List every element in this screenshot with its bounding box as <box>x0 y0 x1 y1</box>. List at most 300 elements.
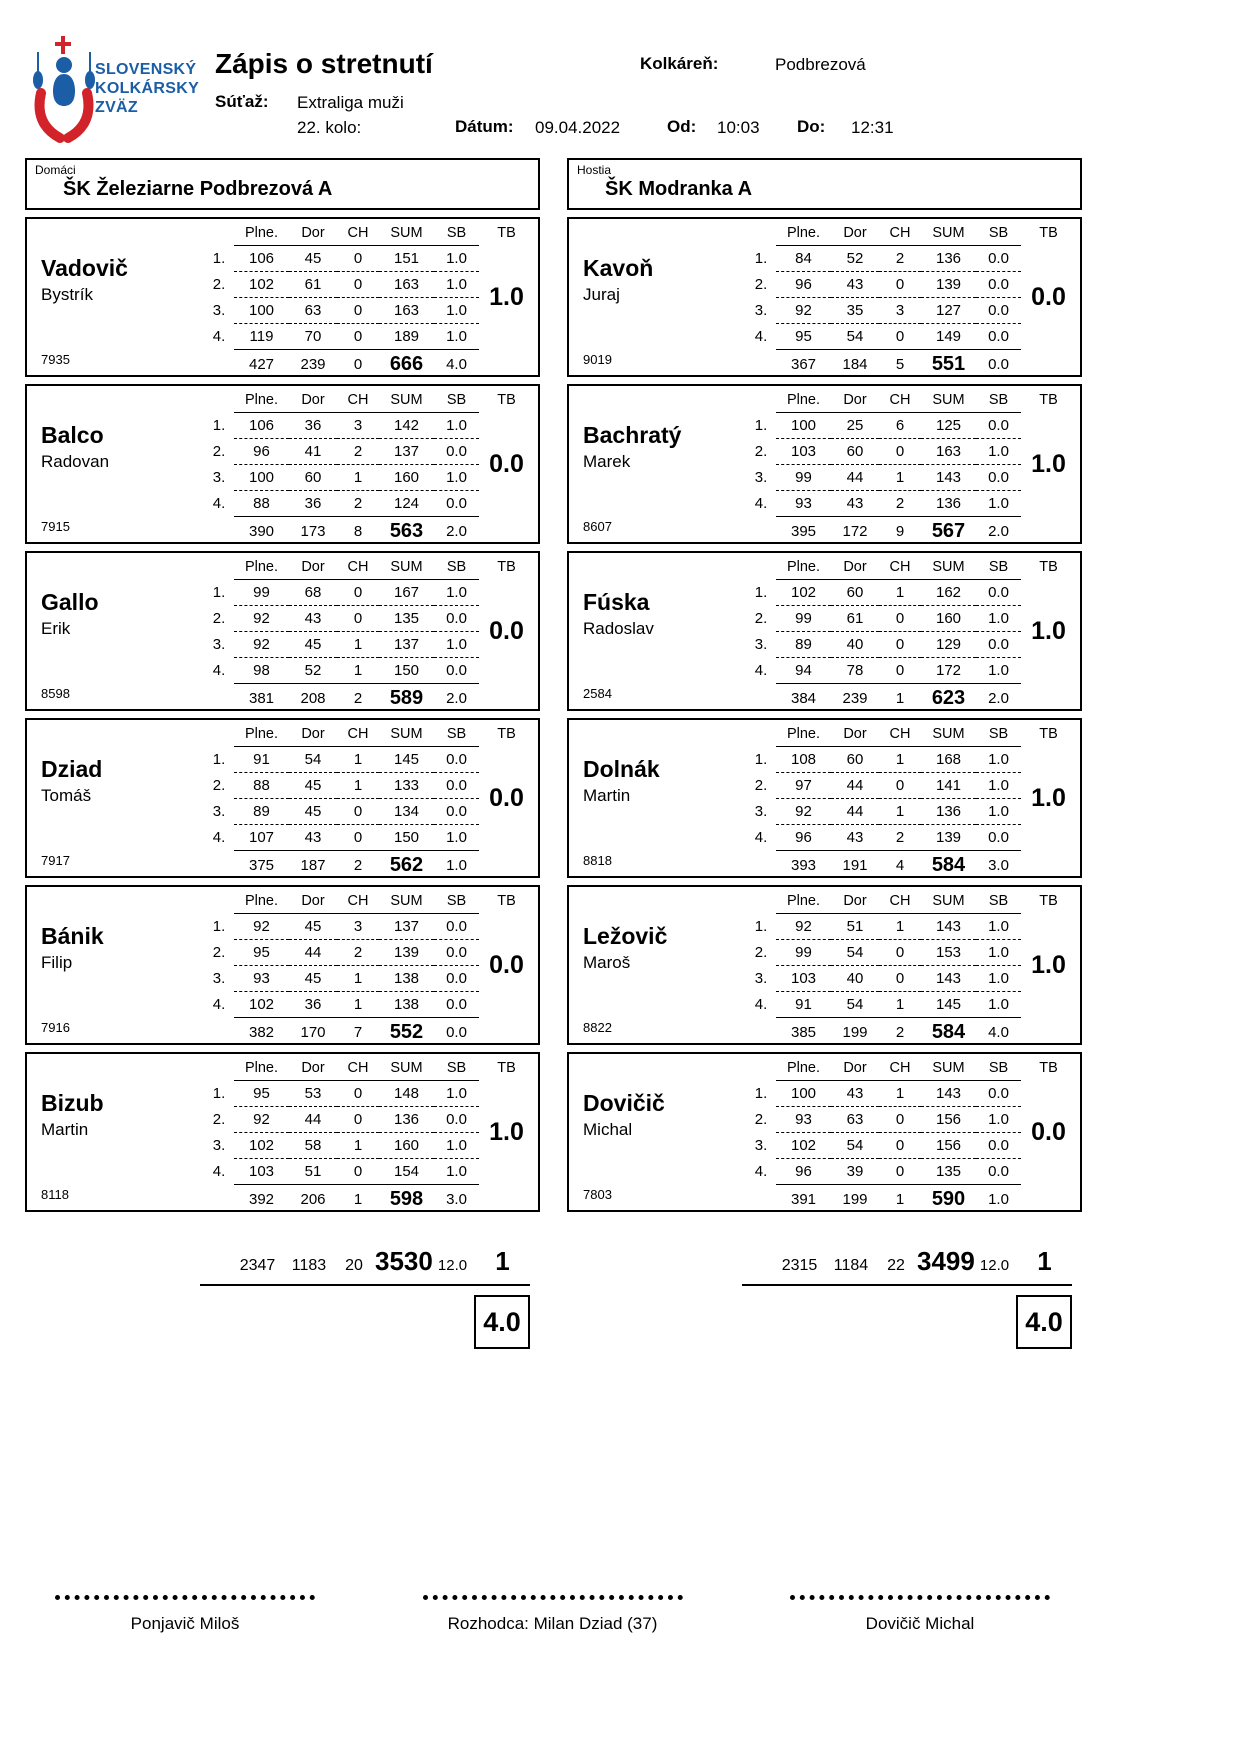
throw-number: 1. <box>754 249 768 267</box>
player-id: 8822 <box>583 1020 612 1035</box>
player-firstname: Radoslav <box>583 619 654 638</box>
throw-number: 4. <box>212 828 226 846</box>
total-sum: 551 <box>931 352 966 375</box>
total-sb: 1.0 <box>446 856 467 874</box>
cell-dor: 45 <box>289 965 337 991</box>
col-header-plne: Plne. <box>776 889 831 913</box>
cell-ch: 3 <box>337 412 379 438</box>
cell-dor: 52 <box>831 245 879 271</box>
signature-line <box>55 1595 315 1600</box>
score-header-row <box>204 722 534 746</box>
cell-sum: 135 <box>379 605 434 631</box>
col-header-ch: CH <box>337 388 379 412</box>
cell-plne: 89 <box>776 631 831 657</box>
score-row <box>204 746 534 772</box>
throw-number: 3. <box>754 1136 768 1154</box>
throw-number: 1. <box>212 249 226 267</box>
player-score-table <box>204 722 534 880</box>
cell-ch: 1 <box>879 579 921 605</box>
away-total-sb: 12.0 <box>979 1257 1010 1274</box>
col-header-dor: Dor <box>289 221 337 245</box>
throw-number: 2. <box>212 275 226 293</box>
cell-plne: 100 <box>776 412 831 438</box>
cell-plne: 92 <box>234 913 289 939</box>
player-name-area <box>31 221 204 373</box>
home-points-value: 4.0 <box>483 1306 521 1337</box>
throw-number: 4. <box>754 828 768 846</box>
home-totals-row <box>200 1246 530 1286</box>
cell-ch: 2 <box>337 490 379 516</box>
col-header-sb: SB <box>434 555 479 579</box>
cell-ch: 0 <box>879 1106 921 1132</box>
cell-dor: 36 <box>289 991 337 1017</box>
cell-dor: 58 <box>289 1132 337 1158</box>
total-sum: 562 <box>389 853 424 876</box>
cell-sum: 138 <box>379 965 434 991</box>
cell-sb: 1.0 <box>976 913 1021 939</box>
player-total-row <box>746 349 1076 379</box>
total-plne: 393 <box>790 856 817 874</box>
cell-sb: 1.0 <box>976 965 1021 991</box>
col-header-sum: SUM <box>379 555 434 579</box>
cell-plne: 99 <box>234 579 289 605</box>
throw-number: 1. <box>754 583 768 601</box>
player-surname: Balco <box>41 422 104 448</box>
cell-plne: 89 <box>234 798 289 824</box>
col-header-dor: Dor <box>289 1056 337 1080</box>
total-sb: 4.0 <box>446 355 467 373</box>
cell-sb: 1.0 <box>434 297 479 323</box>
away-totals-row <box>742 1246 1072 1286</box>
skz-logo-icon <box>30 36 98 144</box>
cell-sb: 0.0 <box>976 464 1021 490</box>
player-total-row <box>204 850 534 880</box>
player-block <box>567 718 1082 878</box>
cell-ch: 0 <box>879 657 921 683</box>
total-plne: 381 <box>248 689 275 707</box>
away-points-value: 4.0 <box>1025 1306 1063 1337</box>
throw-number: 3. <box>754 301 768 319</box>
score-row <box>746 412 1076 438</box>
cell-plne: 96 <box>776 1158 831 1184</box>
cell-plne: 102 <box>234 991 289 1017</box>
cell-dor: 51 <box>831 913 879 939</box>
cell-ch: 1 <box>337 631 379 657</box>
col-header-ch: CH <box>879 722 921 746</box>
total-sb: 3.0 <box>446 1190 467 1208</box>
home-total-ch: 20 <box>345 1257 363 1274</box>
player-firstname: Tomáš <box>41 786 92 805</box>
throw-number: 3. <box>212 468 226 486</box>
score-header-row <box>204 555 534 579</box>
col-header-plne: Plne. <box>234 555 289 579</box>
col-header-ch: CH <box>879 889 921 913</box>
player-name-area <box>573 221 746 373</box>
cell-sum: 163 <box>921 438 976 464</box>
signature-away <box>790 1595 1050 1634</box>
cell-sb: 0.0 <box>976 323 1021 349</box>
cell-dor: 44 <box>831 464 879 490</box>
col-header-dor: Dor <box>831 221 879 245</box>
player-name-area <box>573 388 746 540</box>
cell-ch: 0 <box>337 271 379 297</box>
total-sb: 1.0 <box>988 1190 1009 1208</box>
signature-name-referee: Rozhodca: Milan Dziad (37) <box>447 1614 658 1633</box>
cell-dor: 44 <box>831 798 879 824</box>
score-header-row <box>204 221 534 245</box>
cell-ch: 1 <box>337 1132 379 1158</box>
cell-sb: 1.0 <box>434 1080 479 1106</box>
total-dor: 199 <box>842 1190 868 1208</box>
total-sum: 552 <box>389 1020 424 1043</box>
col-header-sum: SUM <box>921 889 976 913</box>
cell-ch: 2 <box>337 438 379 464</box>
cell-sum: 139 <box>921 271 976 297</box>
cell-dor: 43 <box>831 271 879 297</box>
player-firstname: Radovan <box>41 452 110 471</box>
total-ch: 2 <box>895 1023 905 1041</box>
player-score-table <box>204 555 534 713</box>
away-team-name: ŠK Modranka A <box>605 178 753 200</box>
home-team-box <box>25 158 540 210</box>
cell-plne: 103 <box>234 1158 289 1184</box>
col-header-sb: SB <box>434 722 479 746</box>
signature-referee <box>423 1595 683 1634</box>
player-id: 2584 <box>583 686 612 701</box>
col-header-tb: TB <box>497 225 516 241</box>
total-sum: 567 <box>931 519 966 542</box>
cell-ch: 3 <box>337 913 379 939</box>
cell-plne: 97 <box>776 772 831 798</box>
cell-plne: 103 <box>776 965 831 991</box>
cell-sum: 129 <box>921 631 976 657</box>
cell-sb: 1.0 <box>434 1132 479 1158</box>
col-header-tb: TB <box>497 893 516 909</box>
cell-sb: 1.0 <box>976 605 1021 631</box>
cell-ch: 0 <box>879 772 921 798</box>
total-dor: 191 <box>842 856 868 874</box>
cell-ch: 1 <box>879 913 921 939</box>
player-surname: Kavoň <box>583 255 654 281</box>
cell-sum: 160 <box>379 1132 434 1158</box>
player-total-row <box>746 850 1076 880</box>
cell-sb: 0.0 <box>976 297 1021 323</box>
cell-sb: 1.0 <box>976 991 1021 1017</box>
cell-dor: 43 <box>831 824 879 850</box>
cell-dor: 36 <box>289 412 337 438</box>
player-tb-value: 0.0 <box>489 950 524 979</box>
cell-sb: 1.0 <box>976 939 1021 965</box>
cell-sum: 189 <box>379 323 434 349</box>
total-plne: 390 <box>248 522 275 540</box>
cell-sb: 1.0 <box>976 657 1021 683</box>
cell-sb: 0.0 <box>434 605 479 631</box>
cell-plne: 100 <box>234 297 289 323</box>
cell-sb: 0.0 <box>434 939 479 965</box>
player-total-row <box>204 683 534 713</box>
player-id: 8818 <box>583 853 612 868</box>
cell-sum: 139 <box>379 939 434 965</box>
throw-number: 2. <box>754 776 768 794</box>
cell-sb: 0.0 <box>434 438 479 464</box>
col-header-tb: TB <box>1039 1060 1058 1076</box>
cell-dor: 54 <box>831 991 879 1017</box>
col-header-sum: SUM <box>921 1056 976 1080</box>
score-row <box>204 245 534 271</box>
total-plne: 392 <box>248 1190 275 1208</box>
total-plne: 385 <box>790 1023 817 1041</box>
cell-dor: 53 <box>289 1080 337 1106</box>
col-header-sum: SUM <box>379 722 434 746</box>
player-id: 7916 <box>41 1020 70 1035</box>
score-header-row <box>204 1056 534 1080</box>
player-total-row <box>746 1184 1076 1214</box>
col-header-plne: Plne. <box>776 1056 831 1080</box>
cell-dor: 54 <box>289 746 337 772</box>
cell-ch: 2 <box>337 939 379 965</box>
player-surname: Dovičič <box>583 1090 665 1116</box>
col-header-plne: Plne. <box>234 889 289 913</box>
home-total-dor: 1183 <box>291 1257 327 1274</box>
cell-ch: 1 <box>879 464 921 490</box>
player-score-table <box>746 1056 1076 1214</box>
player-block <box>25 1052 540 1212</box>
away-players <box>567 217 1082 1212</box>
score-header-row <box>746 221 1076 245</box>
total-ch: 1 <box>895 689 905 707</box>
player-total-row <box>746 683 1076 713</box>
col-header-dor: Dor <box>289 555 337 579</box>
cell-sb: 0.0 <box>434 746 479 772</box>
col-header-ch: CH <box>879 555 921 579</box>
cell-dor: 60 <box>831 438 879 464</box>
end-time-value: 12:31 <box>851 118 894 137</box>
cell-sum: 134 <box>379 798 434 824</box>
col-header-plne: Plne. <box>776 388 831 412</box>
date-label: Dátum: <box>455 117 514 136</box>
throw-number: 4. <box>212 995 226 1013</box>
score-row <box>746 913 1076 939</box>
col-header-dor: Dor <box>289 889 337 913</box>
cell-dor: 52 <box>289 657 337 683</box>
total-plne: 367 <box>790 355 817 373</box>
total-sum: 563 <box>389 519 424 542</box>
total-sb: 4.0 <box>988 1023 1009 1041</box>
cell-sb: 1.0 <box>434 323 479 349</box>
player-name-area <box>573 889 746 1041</box>
cell-plne: 92 <box>776 297 831 323</box>
cell-plne: 95 <box>776 323 831 349</box>
col-header-sb: SB <box>434 221 479 245</box>
cell-dor: 35 <box>831 297 879 323</box>
cell-sb: 0.0 <box>434 991 479 1017</box>
col-header-sb: SB <box>976 1056 1021 1080</box>
col-header-sb: SB <box>976 555 1021 579</box>
cell-sb: 0.0 <box>976 824 1021 850</box>
total-sum: 623 <box>931 686 966 709</box>
cell-dor: 41 <box>289 438 337 464</box>
cell-ch: 0 <box>337 798 379 824</box>
throw-number: 4. <box>754 327 768 345</box>
player-block <box>567 885 1082 1045</box>
cell-sb: 0.0 <box>434 965 479 991</box>
cell-plne: 94 <box>776 657 831 683</box>
cell-ch: 0 <box>879 323 921 349</box>
player-block <box>567 551 1082 711</box>
cell-plne: 107 <box>234 824 289 850</box>
cell-dor: 51 <box>289 1158 337 1184</box>
throw-number: 4. <box>754 494 768 512</box>
player-surname: Vadovič <box>41 255 128 281</box>
cell-sum: 167 <box>379 579 434 605</box>
cell-plne: 93 <box>234 965 289 991</box>
cell-plne: 102 <box>776 1132 831 1158</box>
player-surname: Ležovič <box>583 923 668 949</box>
cell-dor: 43 <box>289 605 337 631</box>
cell-plne: 98 <box>234 657 289 683</box>
total-sb: 0.0 <box>446 1023 467 1041</box>
cell-sum: 137 <box>379 913 434 939</box>
player-firstname: Maroš <box>583 953 631 972</box>
total-ch: 7 <box>353 1023 363 1041</box>
cell-dor: 61 <box>831 605 879 631</box>
cell-plne: 92 <box>234 605 289 631</box>
cell-plne: 92 <box>776 913 831 939</box>
total-sb: 2.0 <box>988 522 1009 540</box>
score-row <box>746 1080 1076 1106</box>
player-surname: Fúska <box>583 589 650 615</box>
cell-sum: 160 <box>921 605 976 631</box>
col-header-ch: CH <box>337 555 379 579</box>
player-id: 8607 <box>583 519 612 534</box>
round-value: 22. kolo: <box>297 118 362 137</box>
total-sb: 2.0 <box>446 522 467 540</box>
away-total-ch: 22 <box>887 1257 905 1274</box>
cell-dor: 39 <box>831 1158 879 1184</box>
cell-ch: 1 <box>879 1080 921 1106</box>
total-dor: 199 <box>842 1023 868 1041</box>
cell-sum: 135 <box>921 1158 976 1184</box>
start-time-value: 10:03 <box>717 118 760 137</box>
player-score-table <box>204 388 534 546</box>
col-header-sb: SB <box>976 221 1021 245</box>
player-tb-value: 0.0 <box>1031 282 1066 311</box>
cell-dor: 43 <box>831 490 879 516</box>
throw-number: 4. <box>754 1162 768 1180</box>
player-score-table <box>204 1056 534 1214</box>
player-name-area <box>573 555 746 707</box>
cell-ch: 1 <box>337 991 379 1017</box>
cell-sum: 153 <box>921 939 976 965</box>
cell-sb: 0.0 <box>434 913 479 939</box>
throw-number: 2. <box>754 1110 768 1128</box>
player-score-table <box>204 221 534 379</box>
col-header-sb: SB <box>976 388 1021 412</box>
throw-number: 1. <box>212 917 226 935</box>
cell-sb: 0.0 <box>976 412 1021 438</box>
throw-number: 4. <box>212 1162 226 1180</box>
cell-sum: 156 <box>921 1132 976 1158</box>
col-header-ch: CH <box>337 1056 379 1080</box>
total-ch: 5 <box>895 355 905 373</box>
score-row <box>746 579 1076 605</box>
throw-number: 3. <box>212 635 226 653</box>
player-block <box>25 217 540 377</box>
cell-sb: 1.0 <box>976 746 1021 772</box>
cell-plne: 92 <box>234 1106 289 1132</box>
player-firstname: Bystrík <box>41 285 93 304</box>
cell-sb: 1.0 <box>434 631 479 657</box>
cell-sum: 172 <box>921 657 976 683</box>
total-ch: 2 <box>353 856 363 874</box>
player-block <box>25 885 540 1045</box>
cell-plne: 93 <box>776 490 831 516</box>
cell-sum: 143 <box>921 1080 976 1106</box>
player-total-row <box>746 1017 1076 1047</box>
away-total-plne: 2315 <box>781 1257 818 1274</box>
player-tb-value: 1.0 <box>489 282 524 311</box>
cell-sum: 142 <box>379 412 434 438</box>
cell-ch: 0 <box>337 245 379 271</box>
player-tb-value: 1.0 <box>1031 783 1066 812</box>
cell-sb: 1.0 <box>434 464 479 490</box>
cell-plne: 84 <box>776 245 831 271</box>
player-name-area <box>31 388 204 540</box>
home-points-box <box>474 1295 530 1349</box>
throw-number: 2. <box>212 609 226 627</box>
cell-sum: 148 <box>379 1080 434 1106</box>
signatures <box>55 1595 1050 1634</box>
cell-dor: 54 <box>831 939 879 965</box>
cell-sum: 127 <box>921 297 976 323</box>
col-header-ch: CH <box>337 722 379 746</box>
cell-plne: 95 <box>234 1080 289 1106</box>
cell-plne: 106 <box>234 412 289 438</box>
player-id: 7917 <box>41 853 70 868</box>
total-sum: 584 <box>931 1020 966 1043</box>
cell-ch: 2 <box>879 245 921 271</box>
col-header-tb: TB <box>1039 225 1058 241</box>
cell-sb: 0.0 <box>434 657 479 683</box>
total-dor: 206 <box>300 1190 326 1208</box>
skz-logo-text <box>95 60 199 118</box>
player-id: 7803 <box>583 1187 612 1202</box>
col-header-dor: Dor <box>289 722 337 746</box>
player-total-row <box>204 516 534 546</box>
throw-number: 2. <box>212 1110 226 1128</box>
kolkaren-value: Podbrezová <box>775 55 866 74</box>
cell-sb: 0.0 <box>434 1106 479 1132</box>
away-total-tb: 1 <box>1037 1246 1052 1276</box>
end-time-label: Do: <box>797 117 826 136</box>
cell-dor: 44 <box>831 772 879 798</box>
total-plne: 395 <box>790 522 817 540</box>
signature-line <box>423 1595 683 1600</box>
cell-sb: 1.0 <box>434 824 479 850</box>
col-header-dor: Dor <box>831 388 879 412</box>
cell-sb: 1.0 <box>976 438 1021 464</box>
cell-plne: 95 <box>234 939 289 965</box>
cell-sb: 1.0 <box>976 490 1021 516</box>
cell-plne: 100 <box>776 1080 831 1106</box>
player-tb-value: 0.0 <box>489 449 524 478</box>
cell-ch: 0 <box>879 605 921 631</box>
cell-dor: 70 <box>289 323 337 349</box>
throw-number: 1. <box>212 1084 226 1102</box>
cell-ch: 0 <box>879 939 921 965</box>
throw-number: 2. <box>212 442 226 460</box>
col-header-dor: Dor <box>831 1056 879 1080</box>
